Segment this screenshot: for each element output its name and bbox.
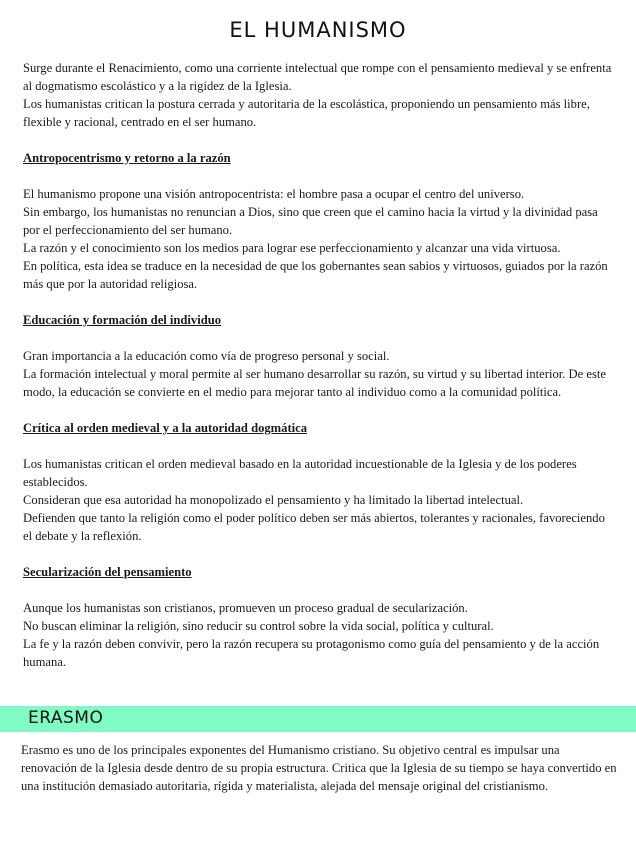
section-paragraph: Consideran que esa autoridad ha monopolizado el pensamiento y ha limitado la libertad intelectual. xyxy=(23,493,524,507)
section-paragraph: En política, esta idea se traduce en la necesidad de que los gobernantes sean sabios y virtuosos, guiados por la razón más que por la autoridad religiosa. xyxy=(23,259,608,291)
section-paragraph: Los humanistas critican el orden medieval basado en la autoridad incuestionable de la Iglesia y de los poderes establecidos. xyxy=(23,457,577,489)
section-heading: Crítica al orden medieval y a la autoridad dogmática xyxy=(23,421,308,435)
intro-paragraph-2: Los humanistas critican la postura cerrada y autoritaria de la escolástica, proponiendo un pensamiento más libre, flexible y racional, centrado en el ser humano. xyxy=(23,97,590,129)
section-educacion xyxy=(23,311,615,401)
section-paragraph: Gran importancia a la educación como vía de progreso personal y social. xyxy=(23,349,390,363)
section-heading: Educación y formación del individuo xyxy=(23,313,222,327)
section-paragraph: Aunque los humanistas son cristianos, promueven un proceso gradual de secularización. xyxy=(23,601,468,615)
section-antropocentrismo xyxy=(23,149,615,293)
main-content xyxy=(23,59,615,671)
section-heading: Antropocentrismo y retorno a la razón xyxy=(23,151,231,165)
erasmo-label: ERASMO xyxy=(28,708,104,728)
section-paragraph: Sin embargo, los humanistas no renuncian a Dios, sino que creen que el camino hacia la virtud y la divinidad pasa por el perfeccionamiento del ser humano. xyxy=(23,205,598,237)
page-title: EL HUMANISMO xyxy=(229,18,407,42)
section-heading: Secularización del pensamiento xyxy=(23,565,192,579)
section-paragraph: La fe y la razón deben convivir, pero la razón recupera su protagonismo como guía del pensamiento y de la acción humana. xyxy=(23,637,600,669)
section-paragraph: No buscan eliminar la religión, sino reducir su control sobre la vida social, política y cultural. xyxy=(23,619,494,633)
section-paragraph: La formación intelectual y moral permite al ser humano desarrollar su razón, su virtud y su libertad interior. De este modo, la educación se convierte en el medio para mejorar tanto al individuo como a la comunidad política. xyxy=(23,367,606,399)
section-paragraph: Defienden que tanto la religión como el poder político deben ser más abiertos, tolerantes y racionales, favoreciendo el debate y la reflexión. xyxy=(23,511,605,543)
erasmo-paragraph: Erasmo es uno de los principales exponentes del Humanismo cristiano. Su objetivo central es impulsar una renovación de la Iglesia desde dentro de su propia estructura. Critica que la Iglesia de su tiempo se haya convertido en una institución demasiado autoritaria, rígida y materialista, alejada del mensaje original del cristianismo. xyxy=(21,743,617,793)
intro-paragraph-1: Surge durante el Renacimiento, como una corriente intelectual que rompe con el pensamiento medieval y se enfrenta al dogmatismo escolástico y a la rigidez de la Iglesia. xyxy=(23,61,612,93)
section-paragraph: La razón y el conocimiento son los medios para lograr ese perfeccionamiento y alcanzar una vida virtuosa. xyxy=(23,241,561,255)
erasmo-banner xyxy=(0,706,636,732)
section-critica xyxy=(23,419,615,545)
section-secularizacion xyxy=(23,563,615,671)
section-paragraph: El humanismo propone una visión antropocentrista: el hombre pasa a ocupar el centro del universo. xyxy=(23,187,525,201)
